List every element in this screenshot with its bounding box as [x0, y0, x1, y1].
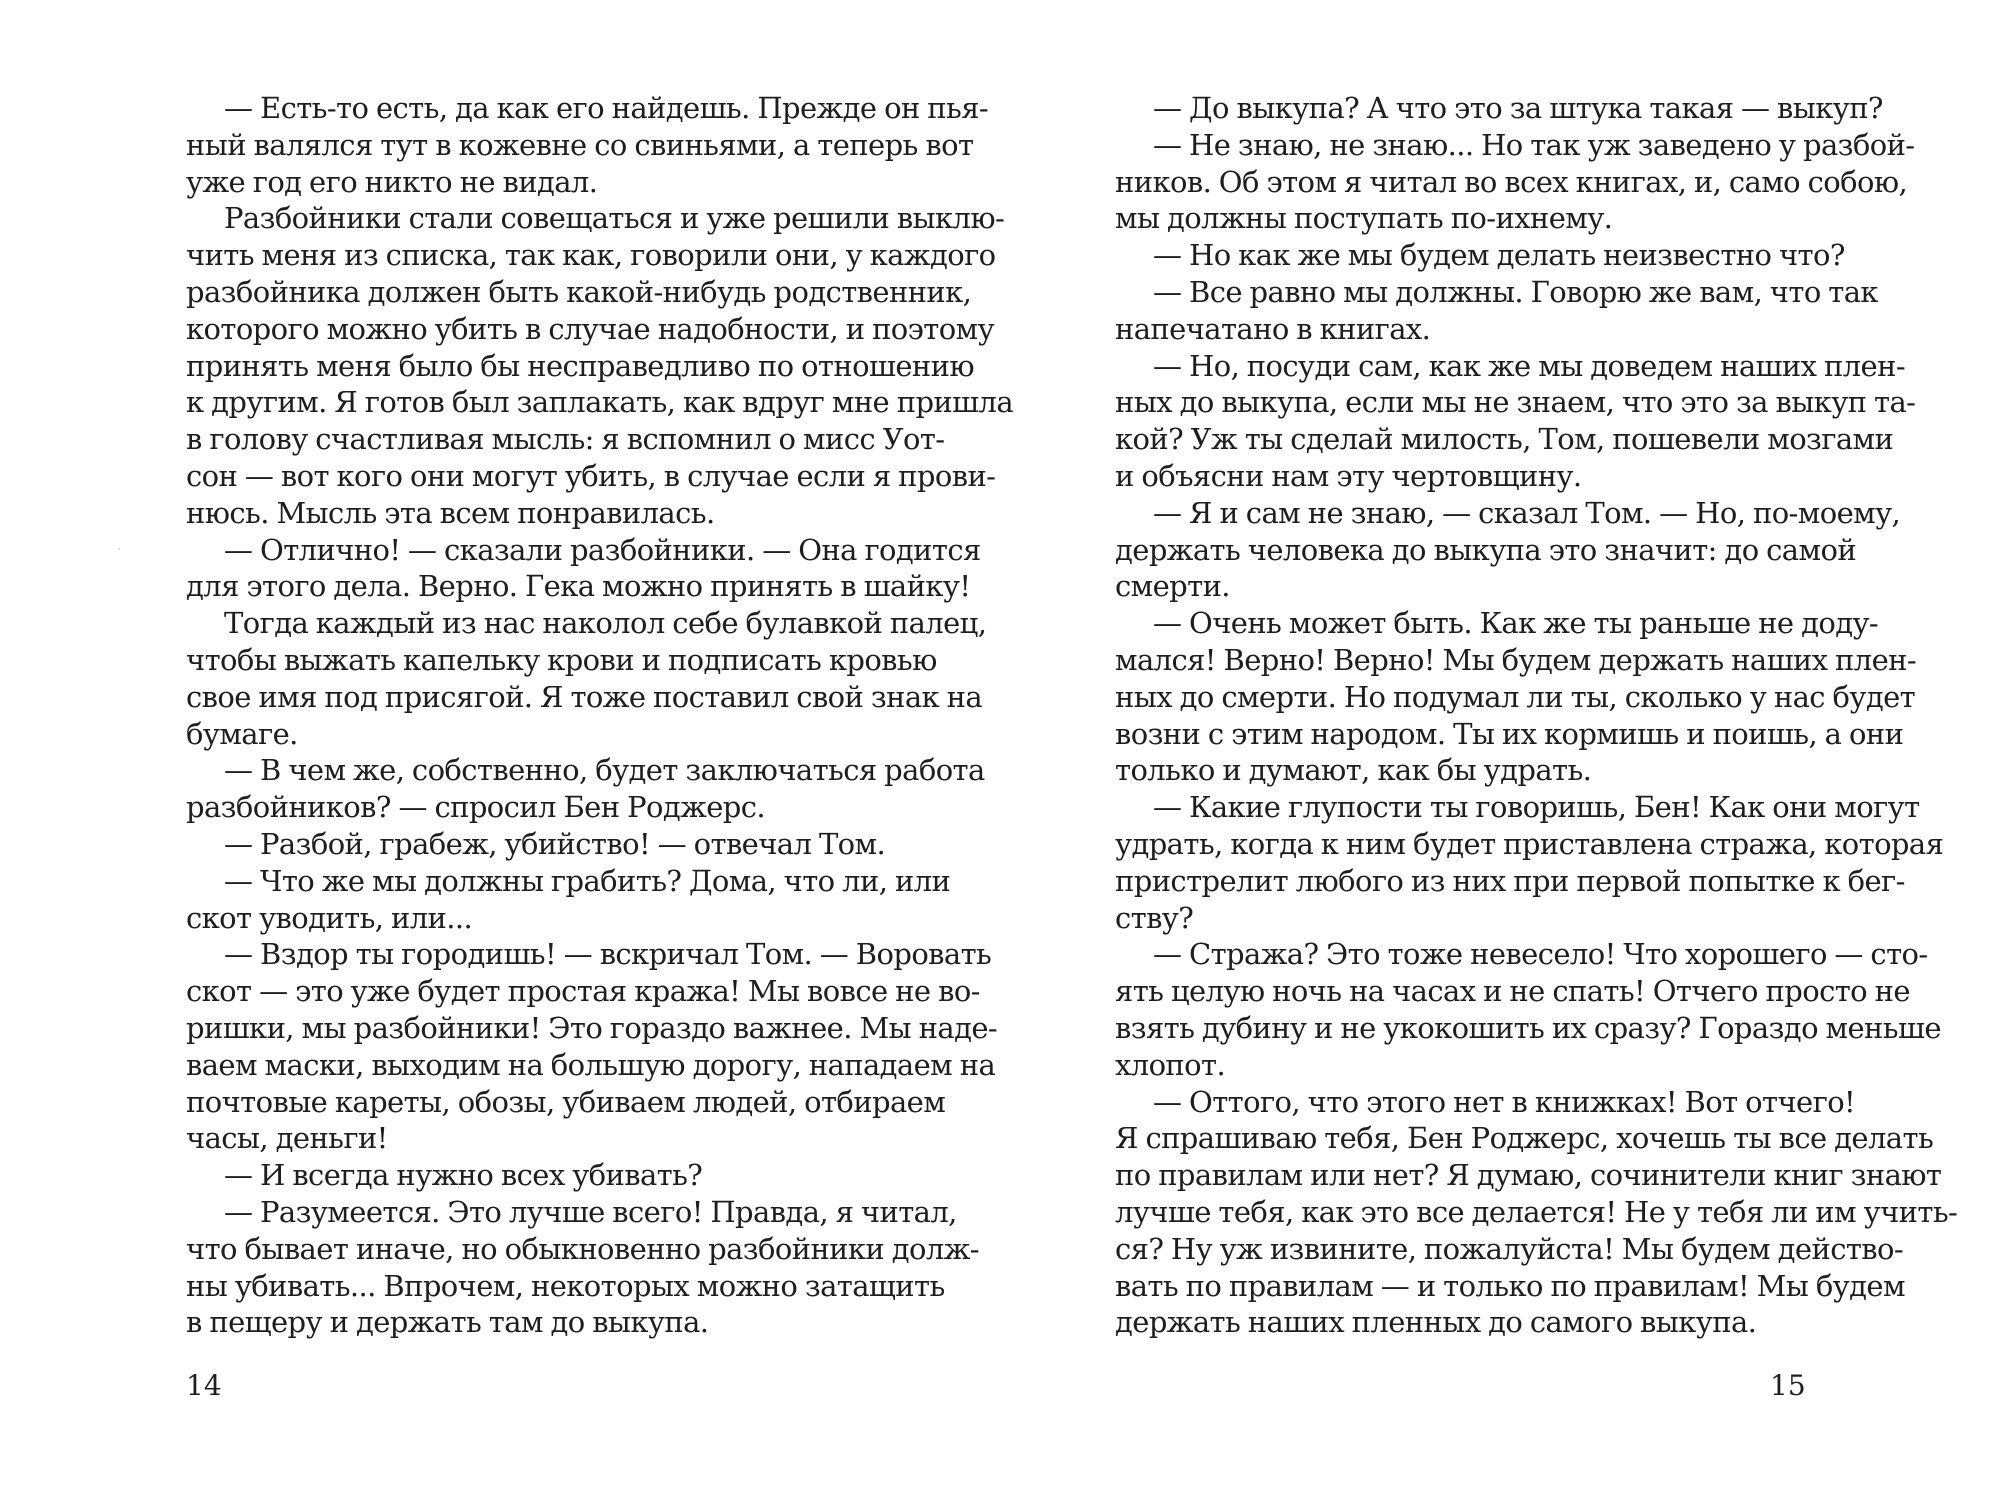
text-line: что бывает иначе, но обыкновенно разбойники долж- — [186, 1231, 979, 1266]
right-page-text — [1115, 90, 1958, 1341]
text-line: — Я и сам не знаю, — сказал Том. — Но, по-моему, — [1153, 495, 1901, 530]
text-line: — Отлично! — сказали разбойники. — Она годится — [224, 532, 981, 567]
text-line: ять целую ночь на часах и не спать! Отчего просто не — [1115, 974, 1910, 1009]
text-line: — И всегда нужно всех убивать? — [224, 1158, 703, 1193]
stray-mark — [118, 548, 120, 550]
text-line: ников. Об этом я читал во всех книгах, и, само собою, — [1115, 164, 1908, 199]
left-page-text — [186, 90, 1014, 1341]
text-line: чить меня из списка, так как, говорили они, у каждого — [186, 238, 996, 273]
text-line: которого можно убить в случае надобности, и поэтому — [186, 311, 995, 346]
text-line: вать по правилам — и только по правилам! Мы будем — [1115, 1268, 1905, 1303]
text-line: мался! Верно! Верно! Мы будем держать наших плен- — [1115, 642, 1917, 677]
text-line: сон — вот кого они могут убить, в случае если я прови- — [186, 458, 996, 493]
text-line: — До выкупа? А что это за штука такая — выкуп? — [1153, 91, 1883, 125]
text-line: — Есть-то есть, да как его найдешь. Прежде он пья- — [224, 91, 989, 125]
text-line: держать человека до выкупа это значит: до самой — [1115, 532, 1857, 567]
text-line: ришки, мы разбойники! Это гораздо важнее. Мы наде- — [186, 1010, 998, 1045]
text-line: — Разумеется. Это лучше всего! Правда, я читал, — [224, 1194, 957, 1229]
text-line: ству? — [1115, 900, 1194, 935]
text-line: ны убивать... Впрочем, некоторых можно затащить — [186, 1268, 945, 1303]
text-line: разбойника должен быть какой-нибудь родственник, — [186, 274, 972, 309]
text-line: — Оттого, что этого нет в книжках! Вот отчего! — [1153, 1084, 1856, 1119]
text-line: Тогда каждый из нас наколол себе булавкой палец, — [224, 606, 987, 641]
page-number: 14 — [186, 1369, 222, 1402]
text-line: смерти. — [1115, 569, 1230, 604]
text-line: удрать, когда к ним будет приставлена стража, которая — [1115, 826, 1944, 861]
text-line: разбойников? — спросил Бен Роджерс. — [186, 790, 765, 825]
text-line: — Но, посуди сам, как же мы доведем наших плен- — [1153, 348, 1906, 383]
text-line: — Вздор ты городишь! — вскричал Том. — Воровать — [224, 937, 992, 972]
text-line: бумаге. — [186, 716, 298, 751]
text-line: Разбойники стали совещаться и уже решили выклю- — [224, 201, 1005, 236]
text-line: — Не знаю, не знаю... Но так уж заведено у разбой- — [1153, 127, 1915, 162]
text-line: держать наших пленных до самого выкупа. — [1115, 1305, 1757, 1340]
page-number: 15 — [1770, 1369, 1806, 1402]
text-line: ся? Ну уж извините, пожалуйста! Мы будем действо- — [1115, 1231, 1904, 1266]
text-line: — Что же мы должны грабить? Дома, что ли, или — [224, 863, 951, 898]
text-line: Я спрашиваю тебя, Бен Роджерс, хочешь ты все делать — [1115, 1121, 1934, 1156]
text-line: ных до выкупа, если мы не знаем, что это за выкуп та- — [1115, 385, 1916, 420]
text-line: возни с этим народом. Ты их кормишь и поишь, а они — [1115, 716, 1904, 751]
text-line: и объясни нам эту чертовщину. — [1115, 458, 1582, 493]
text-line: лучше тебя, как это все делается! Не у тебя ли им учить- — [1115, 1194, 1958, 1229]
text-line: пристрелит любого из них при первой попытке к бег- — [1115, 863, 1905, 898]
text-line: только и думают, как бы удрать. — [1115, 753, 1592, 788]
text-line: — Какие глупости ты говоришь, Бен! Как они могут — [1153, 790, 1920, 825]
text-line: ный валялся тут в кожевне со свиньями, а теперь вот — [186, 127, 974, 162]
text-line: в голову счастливая мысль: я вспомнил о мисс Уот- — [186, 422, 945, 457]
right-page — [1000, 0, 2000, 1507]
text-line: — Стража? Это тоже невесело! Что хорошего — сто- — [1153, 937, 1928, 972]
text-line: к другим. Я готов был заплакать, как вдруг мне пришла — [186, 385, 1014, 420]
text-line: — Но как же мы будем делать неизвестно что? — [1153, 238, 1845, 273]
text-line: чтобы выжать капельку крови и подписать кровью — [186, 642, 937, 677]
text-line: свое имя под присягой. Я тоже поставил свой знак на — [186, 679, 983, 714]
text-line: в пещеру и держать там до выкупа. — [186, 1305, 709, 1340]
text-line: мы должны поступать по-ихнему. — [1115, 201, 1613, 236]
text-line: взять дубину и не укокошить их сразу? Гораздо меньше — [1115, 1010, 1941, 1045]
text-line: часы, деньги! — [186, 1121, 388, 1156]
text-line: ных до смерти. Но подумал ли ты, сколько у нас будет — [1115, 679, 1916, 714]
text-line: принять меня было бы несправедливо по отношению — [186, 348, 974, 383]
text-line: — Очень может быть. Как же ты раньше не доду- — [1153, 606, 1879, 641]
text-line: ваем маски, выходим на большую дорогу, нападаем на — [186, 1047, 996, 1082]
text-line: для этого дела. Верно. Гека можно принять в шайку! — [186, 569, 971, 604]
text-line: почтовые кареты, обозы, убиваем людей, отбираем — [186, 1084, 946, 1119]
text-line: по правилам или нет? Я думаю, сочинители книг знают — [1115, 1158, 1942, 1193]
text-line: хлопот. — [1115, 1047, 1226, 1082]
text-line: — В чем же, собственно, будет заключаться работа — [224, 753, 985, 788]
text-line: — Все равно мы должны. Говорю же вам, что так — [1153, 274, 1878, 309]
text-line: скот — это уже будет простая кража! Мы вовсе не во- — [186, 974, 980, 1009]
text-line: уже год его никто не видал. — [186, 164, 598, 199]
text-line: нюсь. Мысль эта всем понравилась. — [186, 495, 715, 530]
text-line: кой? Уж ты сделай милость, Том, пошевели мозгами — [1115, 422, 1894, 457]
text-line: — Разбой, грабеж, убийство! — отвечал Том. — [224, 826, 886, 861]
text-line: скот уводить, или... — [186, 900, 473, 935]
text-line: напечатано в книгах. — [1115, 311, 1431, 346]
